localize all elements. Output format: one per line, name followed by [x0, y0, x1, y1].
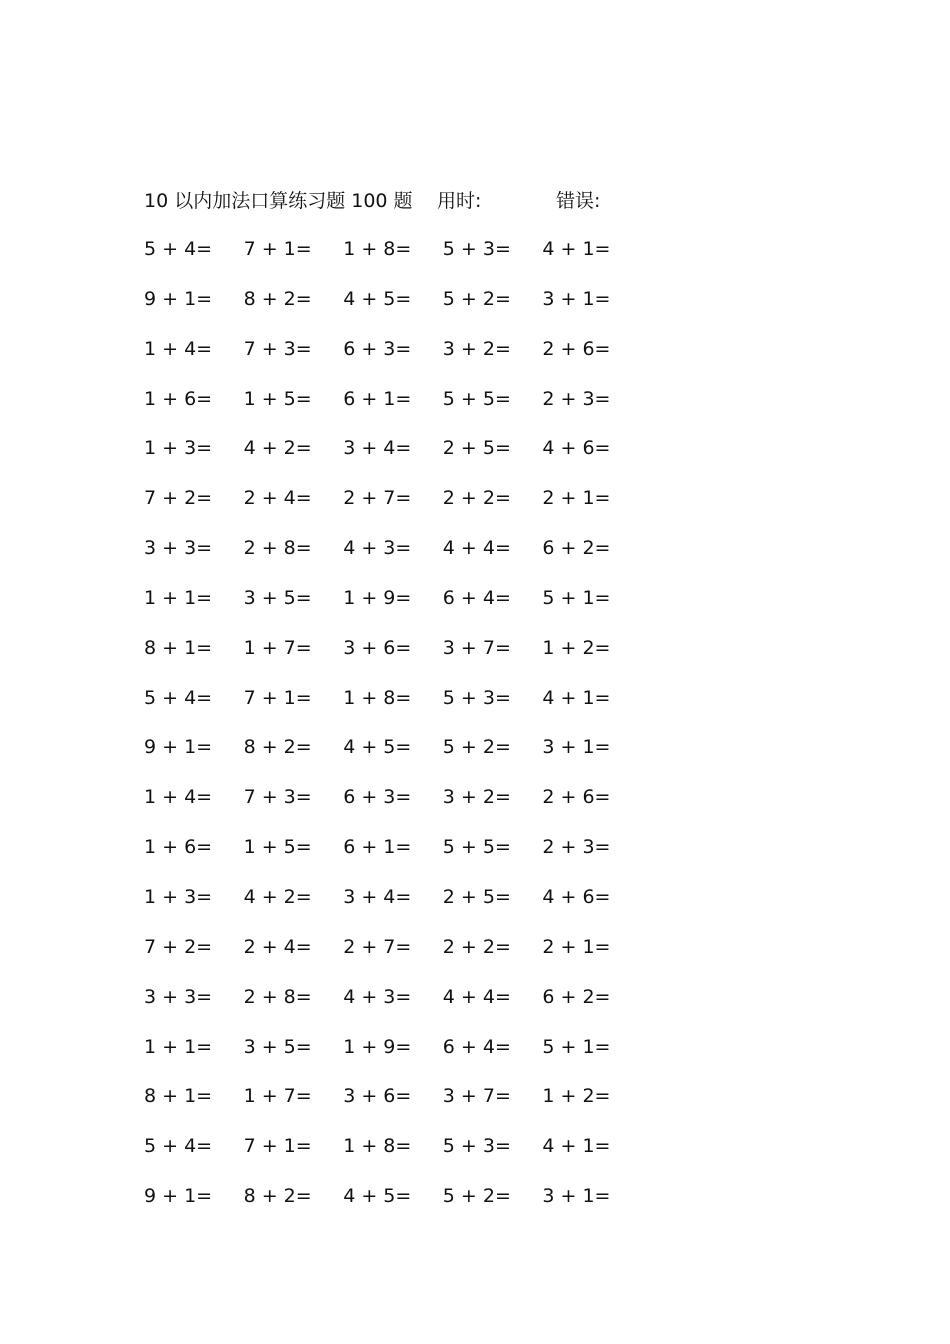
problem-item: 2 + 6= — [542, 786, 611, 809]
problem-item: 3 + 1= — [542, 736, 611, 759]
problem-item: 7 + 3= — [243, 337, 312, 360]
problem-item: 3 + 3= — [144, 537, 213, 560]
problem-item: 3 + 6= — [343, 636, 412, 659]
problem-row — [144, 334, 644, 384]
problem-item: 9 + 1= — [144, 736, 213, 759]
problem-item: 3 + 6= — [343, 1085, 412, 1108]
problem-item: 2 + 8= — [243, 537, 312, 560]
problem-item: 1 + 6= — [144, 836, 213, 859]
problem-item: 7 + 2= — [144, 487, 213, 510]
problem-row — [144, 1081, 644, 1131]
problem-item: 7 + 1= — [243, 686, 312, 709]
problem-item: 1 + 2= — [542, 636, 611, 659]
problem-row — [144, 782, 644, 832]
problem-row — [144, 284, 644, 334]
problem-item: 3 + 5= — [243, 586, 312, 609]
problem-item: 5 + 2= — [442, 287, 511, 310]
problem-item: 5 + 1= — [542, 586, 611, 609]
problem-item: 7 + 2= — [144, 935, 213, 958]
problem-item: 2 + 4= — [243, 487, 312, 510]
problem-row — [144, 1131, 644, 1181]
problem-item: 3 + 7= — [442, 636, 511, 659]
problem-item: 4 + 1= — [542, 1135, 611, 1158]
problem-item: 2 + 7= — [343, 487, 412, 510]
problem-item: 6 + 2= — [542, 985, 611, 1008]
problem-item: 4 + 6= — [542, 437, 611, 460]
problem-item: 8 + 2= — [243, 287, 312, 310]
problem-item: 4 + 2= — [243, 885, 312, 908]
problem-item: 1 + 3= — [144, 437, 213, 460]
problem-row — [144, 384, 644, 434]
problem-item: 4 + 1= — [542, 686, 611, 709]
problem-item: 1 + 8= — [343, 1135, 412, 1158]
problem-item: 4 + 2= — [243, 437, 312, 460]
problem-item: 5 + 4= — [144, 1135, 213, 1158]
problem-item: 5 + 4= — [144, 686, 213, 709]
problem-item: 4 + 5= — [343, 1185, 412, 1208]
problem-item: 6 + 4= — [442, 1035, 511, 1058]
problem-item: 7 + 3= — [243, 786, 312, 809]
problem-item: 1 + 5= — [243, 836, 312, 859]
problem-item: 8 + 1= — [144, 1085, 213, 1108]
problem-item: 2 + 8= — [243, 985, 312, 1008]
problem-item: 4 + 5= — [343, 736, 412, 759]
problem-item: 2 + 3= — [542, 387, 611, 410]
problem-row — [144, 533, 644, 583]
problem-item: 6 + 1= — [343, 387, 412, 410]
problem-item: 8 + 2= — [243, 1185, 312, 1208]
problem-item: 1 + 8= — [343, 686, 412, 709]
problem-item: 1 + 4= — [144, 337, 213, 360]
problem-item: 1 + 9= — [343, 1035, 412, 1058]
problem-item: 6 + 3= — [343, 786, 412, 809]
problem-item: 6 + 4= — [442, 586, 511, 609]
problem-item: 4 + 1= — [542, 238, 611, 260]
problem-row — [144, 832, 644, 882]
problem-item: 3 + 3= — [144, 985, 213, 1008]
problem-item: 5 + 4= — [144, 238, 213, 260]
problem-item: 2 + 6= — [542, 337, 611, 360]
problem-row — [144, 234, 644, 284]
problem-item: 4 + 4= — [442, 537, 511, 560]
problem-row — [144, 1181, 644, 1231]
problem-item: 3 + 7= — [442, 1085, 511, 1108]
problem-item: 9 + 1= — [144, 287, 213, 310]
problem-item: 6 + 2= — [542, 537, 611, 560]
problem-row — [144, 732, 644, 782]
problem-item: 1 + 7= — [243, 1085, 312, 1108]
problem-item: 2 + 5= — [442, 437, 511, 460]
problem-item: 3 + 2= — [442, 786, 511, 809]
problem-item: 4 + 5= — [343, 287, 412, 310]
problem-row — [144, 1032, 644, 1082]
problem-item: 5 + 2= — [442, 1185, 511, 1208]
problem-item: 5 + 3= — [442, 238, 511, 260]
problem-item: 2 + 7= — [343, 935, 412, 958]
problem-item: 6 + 1= — [343, 836, 412, 859]
problem-item: 3 + 1= — [542, 1185, 611, 1208]
problem-row — [144, 683, 644, 733]
problem-item: 1 + 6= — [144, 387, 213, 410]
problem-item: 2 + 2= — [442, 935, 511, 958]
problem-item: 1 + 1= — [144, 586, 213, 609]
problem-item: 7 + 1= — [243, 238, 312, 260]
problem-item: 3 + 1= — [542, 287, 611, 310]
problem-item: 4 + 3= — [343, 985, 412, 1008]
problem-item: 1 + 8= — [343, 238, 412, 260]
problem-item: 3 + 2= — [442, 337, 511, 360]
problem-item: 5 + 5= — [442, 836, 511, 859]
problem-item: 3 + 4= — [343, 885, 412, 908]
problem-item: 8 + 1= — [144, 636, 213, 659]
problem-item: 4 + 4= — [442, 985, 511, 1008]
problem-row — [144, 583, 644, 633]
problem-item: 2 + 5= — [442, 885, 511, 908]
problem-item: 1 + 5= — [243, 387, 312, 410]
problem-item: 5 + 5= — [442, 387, 511, 410]
worksheet-title: 10 以内加法口算练习题 100 题 — [144, 190, 413, 212]
problem-row — [144, 932, 644, 982]
problem-row — [144, 982, 644, 1032]
problem-item: 5 + 3= — [442, 1135, 511, 1158]
problem-row — [144, 882, 644, 932]
problem-item: 2 + 3= — [542, 836, 611, 859]
problem-item: 5 + 2= — [442, 736, 511, 759]
problem-item: 1 + 7= — [243, 636, 312, 659]
time-label: 用时: — [437, 190, 482, 212]
problem-item: 1 + 2= — [542, 1085, 611, 1108]
errors-label: 错误: — [556, 190, 601, 212]
problem-item: 2 + 2= — [442, 487, 511, 510]
problem-item: 3 + 5= — [243, 1035, 312, 1058]
problem-item: 3 + 4= — [343, 437, 412, 460]
problem-item: 9 + 1= — [144, 1185, 213, 1208]
problem-item: 1 + 3= — [144, 885, 213, 908]
problem-item: 1 + 1= — [144, 1035, 213, 1058]
problem-row — [144, 433, 644, 483]
problem-item: 2 + 1= — [542, 487, 611, 510]
problem-item: 4 + 6= — [542, 885, 611, 908]
problem-row — [144, 633, 644, 683]
problem-item: 1 + 4= — [144, 786, 213, 809]
problem-item: 1 + 9= — [343, 586, 412, 609]
problem-item: 8 + 2= — [243, 736, 312, 759]
problem-grid — [144, 234, 644, 1231]
problem-item: 4 + 3= — [343, 537, 412, 560]
problem-item: 7 + 1= — [243, 1135, 312, 1158]
problem-item: 5 + 3= — [442, 686, 511, 709]
problem-item: 2 + 4= — [243, 935, 312, 958]
problem-item: 6 + 3= — [343, 337, 412, 360]
problem-row — [144, 483, 644, 533]
problem-item: 2 + 1= — [542, 935, 611, 958]
problem-item: 5 + 1= — [542, 1035, 611, 1058]
